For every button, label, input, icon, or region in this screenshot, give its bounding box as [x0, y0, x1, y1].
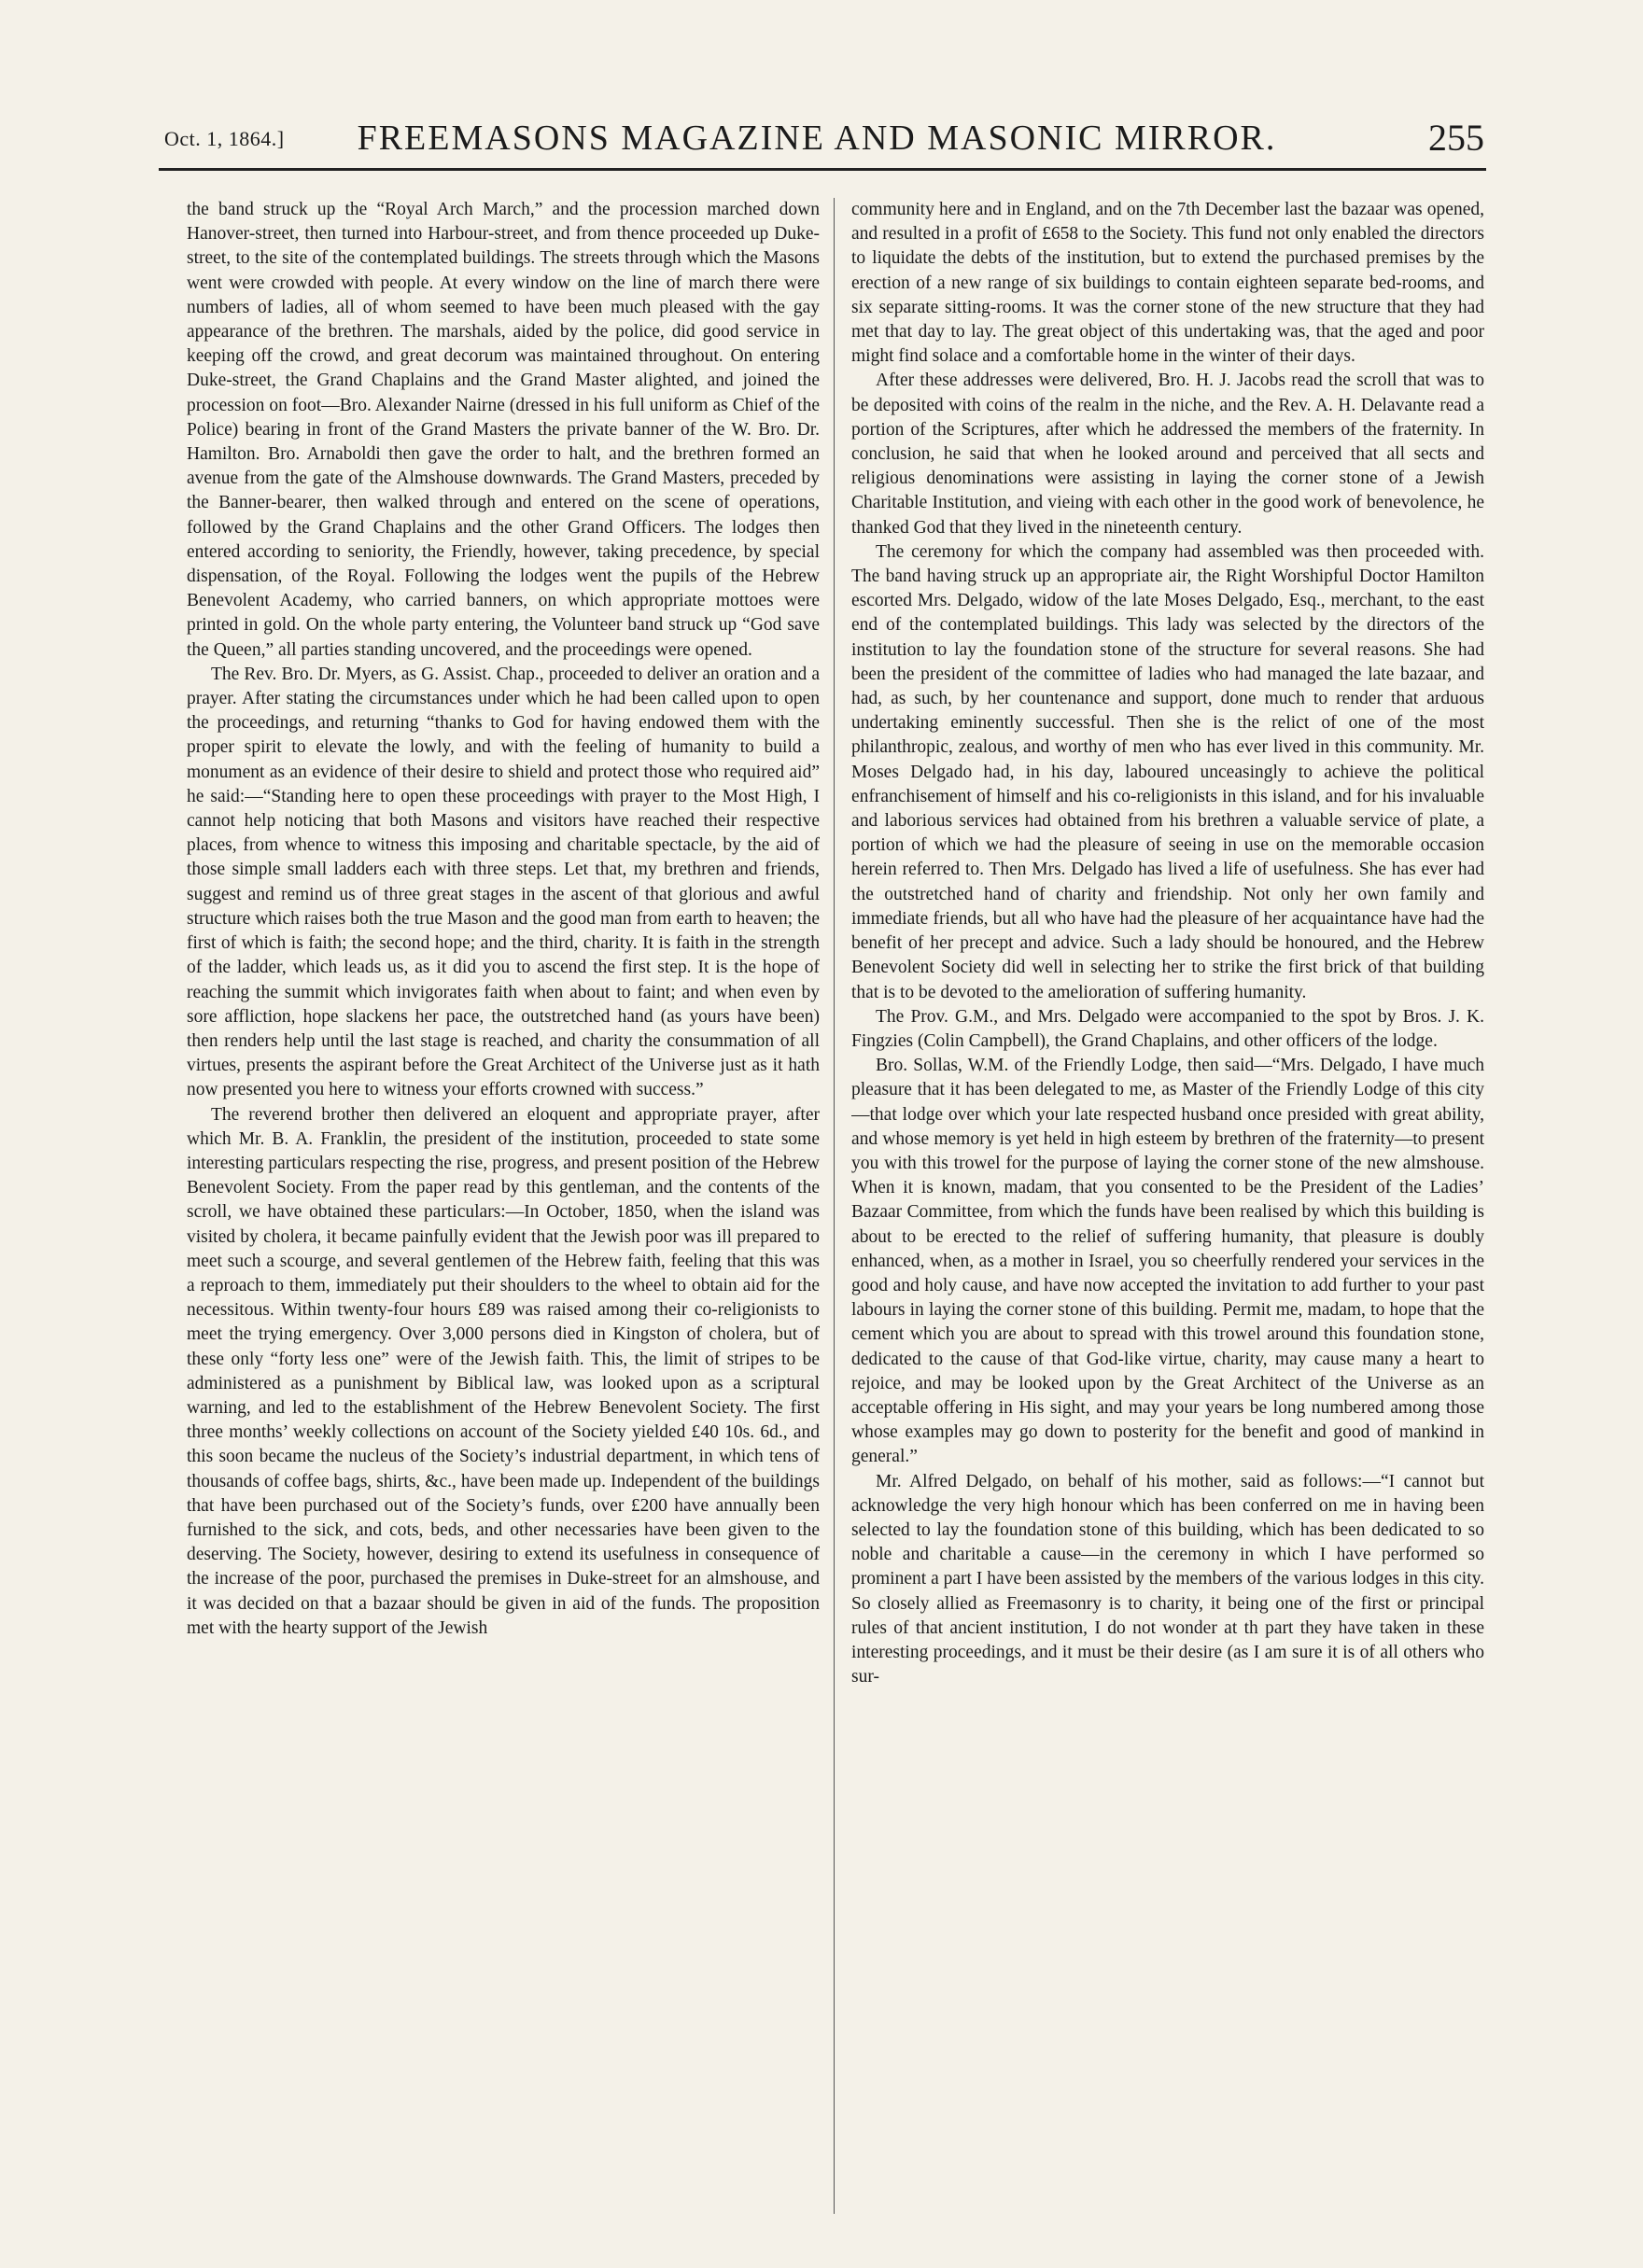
column-divider [834, 198, 835, 2214]
paragraph: The Rev. Bro. Dr. Myers, as G. Assist. Chap., proceeded to deliver an oration and a prayer. After stating the circumstances under which he had been called upon to open the proceedings, and returning “thanks to God for having endowed them with the proper spirit to elevate the lowly, and with the feeling of humanity to build a monument as an evidence of their desire to shield and protect those who required aid” he said:—“Standing here to open these proceedings with prayer to the Most High, I cannot help noticing that both Masons and visitors have reached their respective places, from whence to witness this imposing and charitable spectacle, by the aid of those simple small ladders each with three steps. Let that, my brethren and friends, suggest and remind us of three great stages in the ascent of that glorious and awful structure which raises both the true Mason and the good man from earth to heaven; the first of which is faith; the second hope; and the third, charity. It is faith in the strength of the ladder, which leads us, as it did you to ascend the first step. It is the hope of reaching the summit which invigorates faith when about to faint; and when even by sore affliction, hope slackens her pace, the outstretched hand (as yours have been) then renders help until the last stage is reached, and charity the consummation of all virtues, presents the aspirant before the Great Architect of the Universe just as it hath now presented you here to witness your efforts crowned with success.” [187, 664, 820, 1100]
page-number: 255 [1428, 117, 1484, 159]
paragraph: The ceremony for which the company had assembled was then proceeded with. The band having struck up an appropriate air, the Right Worshipful Doctor Hamilton escorted Mrs. Delgado, widow of the late Moses Delgado, Esq., merchant, to the east end of the contemplated buildings. This lady was selected by the directors of the institution to lay the foundation stone of the structure for several reasons. She had been the president of the committee of ladies who had managed the late bazaar, and had, as such, by her countenance and support, done much to render that arduous undertaking eminently successful. Then she is the relict of one of the most philanthropic, zealous, and worthy of men who has ever lived in this community. Mr. Moses Delgado had, in his day, laboured unceasingly to achieve the political enfranchisement of himself and his co-religionists in this island, and for his invaluable and laborious services had obtained from his brethren a valuable service of plate, a portion of which we had the pleasure of seeing in use on the memorable occasion herein referred to. Then Mrs. Delgado has lived a life of usefulness. She has ever had the outstretched hand of charity and friendship. Not only her own family and immediate friends, but all who have had the pleasure of her acquaintance have had the benefit of her precept and advice. Such a lady should be honoured, and the Hebrew Benevolent Society did well in selecting her to strike the first brick of that building that is to be devoted to the amelioration of suffering humanity. [851, 541, 1484, 1002]
paragraph: community here and in England, and on the 7th December last the bazaar was opened, and resulted in a profit of £658 to the Society. This fund not only enabled the directors to liquidate the debts of the institution, but to extend the purchased premises by the erection of a new range of six buildings to contain eighteen separate bed-rooms, and six separate sitting-rooms. It was the corner stone of the new structure that they had met that day to lay. The great object of this undertaking was, that the aged and poor might find solace and a comfortable home in the winter of their days. [851, 200, 1484, 367]
paragraph: The reverend brother then delivered an eloquent and appropriate prayer, after which Mr. B. A. Franklin, the president of the institution, proceeded to state some interesting particulars respecting the rise, progress, and present position of the Hebrew Benevolent Society. From the paper read by this gentleman, and the contents of the scroll, we have obtained these particulars:—In October, 1850, when the island was visited by cholera, it became painfully evident that the Jewish poor was ill prepared to meet such a scourge, and several gentlemen of the Hebrew faith, feeling that this was a reproach to them, immediately put their shoulders to the wheel to obtain aid for the necessitous. Within twenty-four hours £89 was raised among their co-religionists to meet the trying emergency. Over 3,000 persons died in Kingston of cholera, but of these only “forty less one” were of the Jewish faith. This, the limit of stripes to be administered as a punishment by Biblical law, was looked upon as a scriptural warning, and led to the establishment of the Hebrew Benevolent Society. The first three months’ weekly collections on account of the Society yielded £40 10s. 6d., and this soon became the nucleus of the Society’s industrial department, in which tens of thousands of coffee bags, shirts, &c., have been made up. Independent of the buildings that have been purchased out of the Society’s funds, over £200 have annually been furnished to the sick, and cots, beds, and other necessaries have been given to the deserving. The Society, however, desiring to extend its usefulness in consequence of the increase of the poor, purchased the premises in Duke-street for an almshouse, and it was decided on that a bazaar should be given in aid of the funds. The proposition met with the hearty support of the Jewish [187, 1104, 820, 1638]
right-column [851, 198, 1484, 2214]
paragraph: the band struck up the “Royal Arch March,” and the procession marched down Hanover-street, then turned into Harbour-street, and from thence proceeded up Duke-street, to the site of the contemplated buildings. The streets through which the Masons went were crowded with people. At every window on the line of march there were numbers of ladies, all of whom seemed to have been much pleased with the gay appearance of the brethren. The marshals, aided by the police, did good service in keeping off the crowd, and great decorum was maintained throughout. On entering Duke-street, the Grand Chaplains and the Grand Master alighted, and joined the procession on foot—Bro. Alexander Nairne (dressed in his full uniform as Chief of the Police) bearing in front of the Grand Masters the private banner of the W. Bro. Dr. Hamilton. Bro. Arnaboldi then gave the order to halt, and the brethren formed an avenue from the gate of the Almshouse downwards. The Grand Masters, preceded by the Banner-bearer, then walked through and entered on the scene of operations, followed by the Grand Chaplains and the other Grand Officers. The lodges then entered according to seniority, the Friendly, however, taking precedence, by special dispensation, of the Royal. Following the lodges went the pupils of the Hebrew Benevolent Academy, who carried banners, on which appropriate mottoes were printed in gold. On the whole party entering, the Volunteer band struck up “God save the Queen,” all parties standing uncovered, and the proceedings were opened. [187, 200, 820, 660]
paragraph: Mr. Alfred Delgado, on behalf of his mother, said as follows:—“I cannot but acknowledge the very high honour which has been conferred on me in having been selected to lay the foundation stone of this building, which has been dedicated to so noble and charitable a cause—in the ceremony in which I have performed so prominent a part I have been assisted by the members of the various lodges in this city. So closely allied as Freemasonry is to charity, it being one of the first or principal rules of that ancient institution, I do not wonder at th part they have taken in these interesting proceedings, and it must be their desire (as I am sure it is of all others who sur- [851, 1471, 1484, 1687]
issue-date: Oct. 1, 1864.] [164, 127, 285, 150]
paragraph: Bro. Sollas, W.M. of the Friendly Lodge, then said—“Mrs. Delgado, I have much pleasure that it has been delegated to me, as Master of the Friendly Lodge of this city—that lodge over which your late respected husband once presided with great ability, and whose memory is yet held in high esteem by brethren of the fraternity—to present you with this trowel for the purpose of laying the corner stone of the new almshouse. When it is known, madam, that you consented to be the President of the Ladies’ Bazaar Committee, from which the funds have been realised by which this building is about to be erected to the relief of suffering humanity, that pleasure is doubly enhanced, when, as a mother in Israel, you so cheerfully rendered your services in the good and holy cause, and have now accepted the invitation to add further to your past labours in laying the corner stone of this building. Permit me, madam, to hope that the cement which you are about to spread with this trowel around this foundation stone, dedicated to the cause of that God-like virtue, charity, may cause many a heart to rejoice, and may be looked upon by the Great Architect of the Universe as an acceptable offering in His sight, and may your years be long numbered among those whose examples may go down to posterity for the benefit and good of mankind in general.” [851, 1056, 1484, 1467]
paragraph: The Prov. G.M., and Mrs. Delgado were accompanied to the spot by Bros. J. K. Fingzies (Colin Campbell), the Grand Chaplains, and other officers of the lodge. [851, 1006, 1484, 1051]
header-rule [159, 168, 1486, 171]
publication-title: FREEMASONS MAGAZINE AND MASONIC MIRROR. [357, 119, 1277, 158]
page-header [140, 93, 1494, 162]
left-column [187, 198, 820, 2214]
paragraph: After these addresses were delivered, Bro. H. J. Jacobs read the scroll that was to be deposited with coins of the realm in the niche, and the Rev. A. H. Delavante read a portion of the Scriptures, after which he addressed the members of the fraternity. In conclusion, he said that when he looked around and perceived that all sects and religious denominations were assisting in laying the corner stone of a Jewish Charitable Institution, and vieing with each other in the good work of benevolence, he thanked God that they lived in the nineteenth century. [851, 371, 1484, 538]
